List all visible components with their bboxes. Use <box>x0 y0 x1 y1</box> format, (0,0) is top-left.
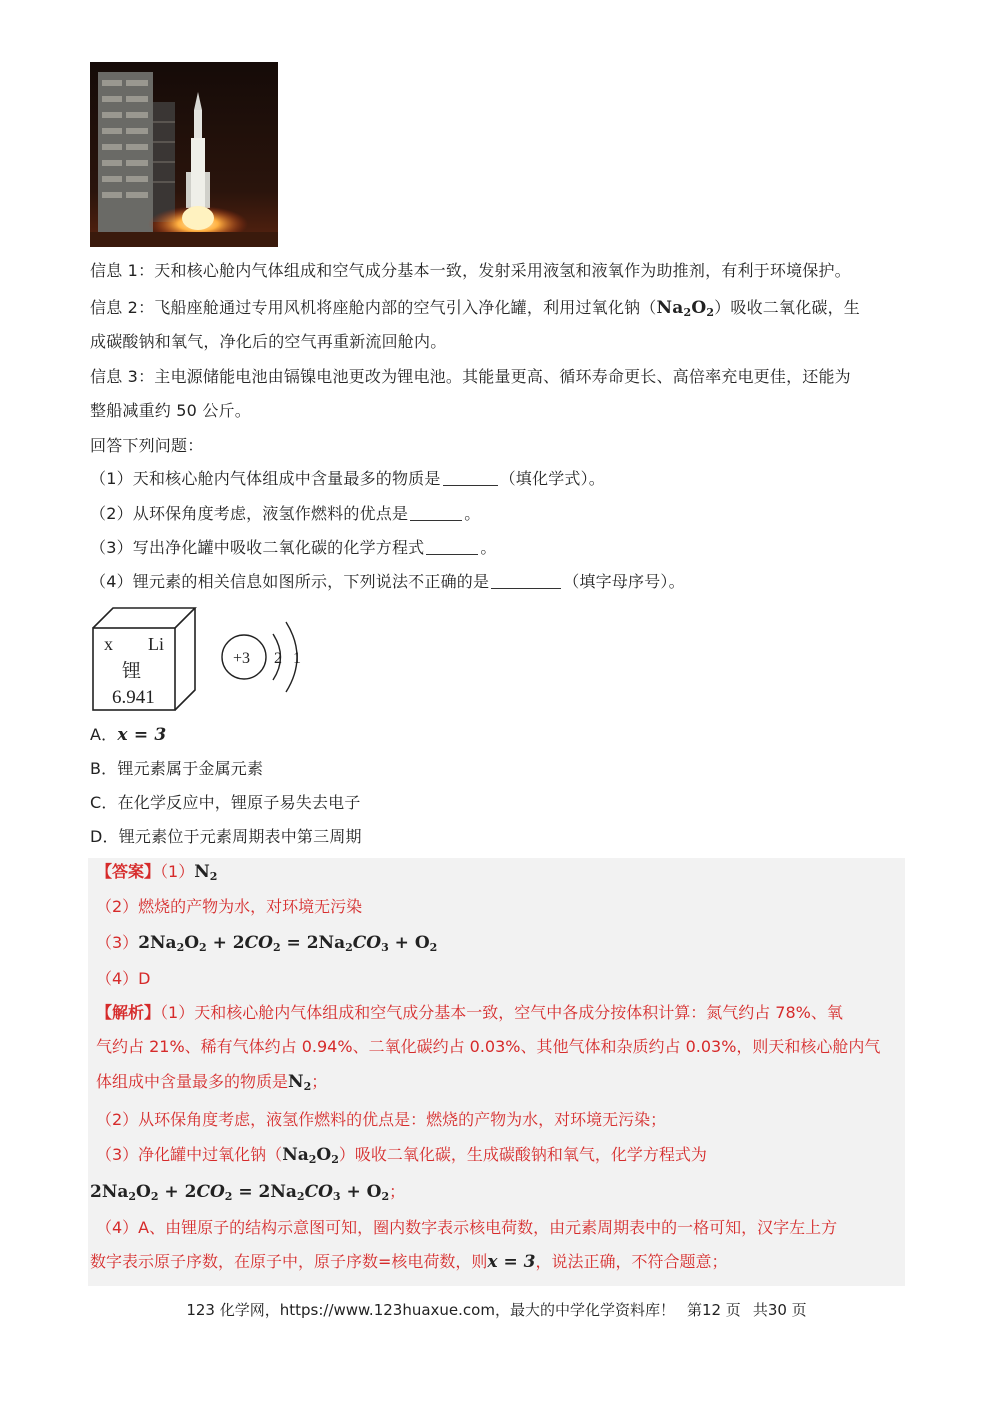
question-1: （1）天和核心舱内气体组成中含量最多的物质是 （填化学式）。 <box>90 469 605 488</box>
answer-3: $(3)2Na_2O_2 + 2CO_2 = 2Na_2CO_3 + O_2$ <box>96 933 438 954</box>
footer-total: 共30 页 <box>752 1301 807 1319</box>
answer-blank[interactable] <box>410 504 462 521</box>
atomic-number: x <box>104 634 113 654</box>
atom-structure <box>222 622 301 692</box>
element-symbol: Li <box>148 634 164 654</box>
analysis-4: （4）A、由锂原子的结构示意图可知，圈内数字表示核电荷数，由元素周期表中的一格可知，汉字左上方 <box>96 1218 838 1237</box>
equation: $2Na_2O_2 + 2CO_2 = 2Na_2CO_3 + O_2$ <box>138 933 438 954</box>
rocket-launch-photo <box>90 62 278 247</box>
option-b[interactable]: B．锂元素属于金属元素 <box>90 759 264 778</box>
question-3: （3）写出净化罐中吸收二氧化碳的化学方程式 。 <box>90 538 497 557</box>
answer-1: 【答案】$(1)N_2$ <box>96 862 218 883</box>
shell-1-electrons: 2 <box>274 650 282 667</box>
info-1: 信息 1：天和核心舱内气体组成和空气成分基本一致，发射采用液氢和液氧作为助推剂，有利于环境保护。 <box>90 261 851 280</box>
nucleus-charge: +3 <box>233 650 251 667</box>
answer-4: （4）D <box>96 969 151 988</box>
analysis-1-l2: 气约占 21%、稀有气体约占 0.94%、二氧化碳约占 0.03%、其他气体和杂质约占 0.03%，则天和核心舱内气 <box>96 1037 881 1056</box>
info-3-cont: 整船减重约 50 公斤。 <box>90 401 251 420</box>
answer-2: （2）燃烧的产物为水，对环境无污染 <box>96 897 363 916</box>
analysis-4-l2: 数字表示原子序数，在原子中，原子序数=核电荷数，则x = 3，说法正确，不符合题意； <box>90 1252 728 1272</box>
page-footer <box>0 1299 993 1320</box>
answer-blank[interactable] <box>426 538 478 555</box>
element-name: 锂 <box>122 660 142 682</box>
footer-site: 123 化学网，https://www.123huaxue.com，最大的中学化学资料库！ <box>186 1301 675 1319</box>
analysis-2: （2）从环保角度考虑，液氢作燃料的优点是：燃烧的产物为水，对环境无污染； <box>96 1110 667 1129</box>
info-2-cont: 成碳酸钠和氧气，净化后的空气再重新流回舱内。 <box>90 332 447 351</box>
prompt: 回答下列问题： <box>90 436 204 455</box>
analysis-1: 【解析】（1）天和核心舱内气体组成和空气成分基本一致，空气中各成分按体积计算：氮气约占 78%、氧 <box>96 1003 843 1022</box>
lithium-info-diagram <box>90 606 330 714</box>
atomic-mass: 6.941 <box>112 687 155 708</box>
question-4: （4）锂元素的相关信息如图所示，下列说法不正确的是 （填字母序号）。 <box>90 572 685 591</box>
footer-page: 第12 页 <box>686 1301 741 1319</box>
option-a[interactable]: A．x = 3 <box>90 725 167 745</box>
formula-na2o2: $Na_2O_2$ <box>656 298 715 319</box>
question-2: （2）从环保角度考虑，液氢作燃料的优点是 。 <box>90 504 481 523</box>
shell-2-electrons: 1 <box>293 650 301 667</box>
answer-blank[interactable] <box>491 572 561 589</box>
info-3: 信息 3：主电源储能电池由镉镍电池更改为锂电池。其能量更高、循环寿命更长、高倍率充电更佳，还能为 <box>90 367 851 386</box>
analysis-1-l3: 体组成中含量最多的物质是$N_2$； <box>96 1072 328 1093</box>
info-2: 信息 2：飞船座舱通过专用风机将座舱内部的空气引入净化罐，利用过氧化钠$(Na_2O_2)$吸收二氧化碳，生 <box>90 298 860 319</box>
option-c[interactable]: C．在化学反应中，锂原子易失去电子 <box>90 793 361 812</box>
option-d[interactable]: D．锂元素位于元素周期表中第三周期 <box>90 827 362 846</box>
answer-blank[interactable] <box>443 469 498 486</box>
analysis-3-equation: $2Na_2O_2 + 2CO_2 = 2Na_2CO_3 + O_2$； <box>90 1182 406 1203</box>
analysis-3: （3）净化罐中过氧化钠$(Na_2O_2)$吸收二氧化碳，生成碳酸钠和氧气，化学方程式为 <box>96 1145 707 1166</box>
